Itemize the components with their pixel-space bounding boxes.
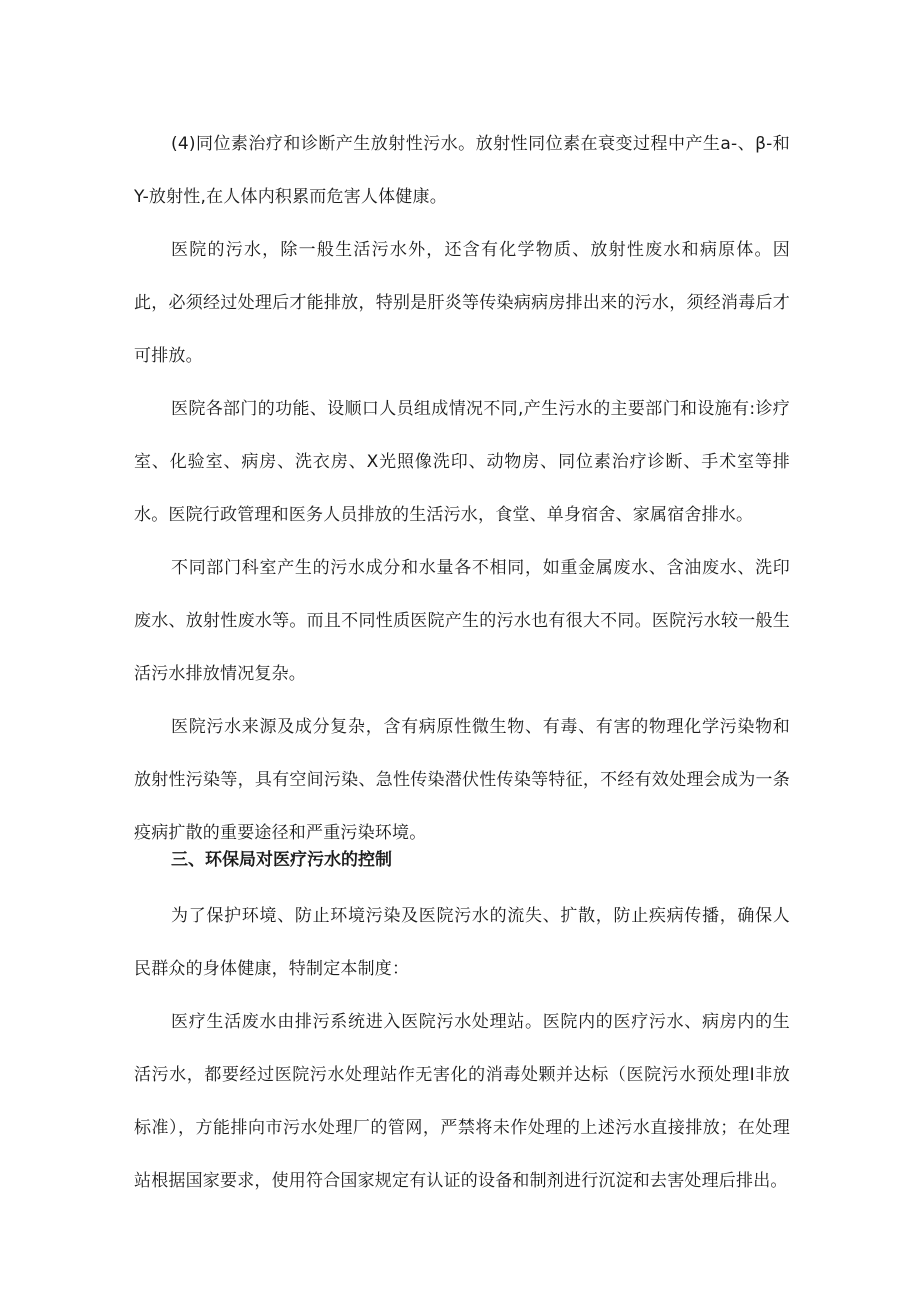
paragraph-radioactive-sewage: (4)同位素治疗和诊断产生放射性污水。放射性同位素在衰变过程中产生a-、β-和Y-放射性,在人体内积累而危害人体健康。 [134, 134, 790, 207]
paragraph-treatment-rules: 医疗生活废水由排污系统进入医院污水处理站。医院内的医疗污水、病房内的生活污水，都要经过医院污水处理站作无害化的消毒处颗并达标（医院污水预处理Ⅰ非放标准），方能排向市污水处理厂的管网，严禁将未作处理的上述污水直接排放；在处理站根据国家要求，使用符合国家规定有认证的设备和制剂进行沉淀和去害处理后排出。 [134, 1012, 790, 1191]
paragraph-hospital-sewage-treatment: 医院的污水，除一般生活污水外，还含有化学物质、放射性废水和病原体。因此，必须经过处理后才能排放，特别是肝炎等传染病病房排出来的污水，须经消毒后才可排放。 [134, 240, 790, 366]
paragraph-complexity: 医院污水来源及成分复杂，含有病原性微生物、有毒、有害的物理化学污染物和放射性污染等，具有空间污染、急性传染潜伏性传染等特征，不经有效处理会成为一条疫病扩散的重要途径和严重污染环境。 [134, 717, 790, 843]
section-heading: 三、环保局对医疗污水的控制 [171, 850, 392, 870]
paragraph-composition: 不同部门科室产生的污水成分和水量各不相同，如重金属废水、含油废水、洗印废水、放射性废水等。而且不同性质医院产生的污水也有很大不同。医院污水较一般生活污水排放情况复杂。 [134, 558, 790, 684]
paragraph-purpose: 为了保护环境、防止环境污染及医院污水的流失、扩散，防止疾病传播，确保人民群众的身体健康，特制定本制度： [134, 906, 790, 979]
paragraph-departments: 医院各部门的功能、设顺口人员组成情况不同,产生污水的主要部门和设施有:诊疗室、化验室、病房、洗衣房、X光照像洗印、动物房、同位素治疗诊断、手术室等排水。医院行政管理和医务人员排放的生活污水，食堂、单身宿舍、家属宿舍排水。 [134, 399, 790, 525]
